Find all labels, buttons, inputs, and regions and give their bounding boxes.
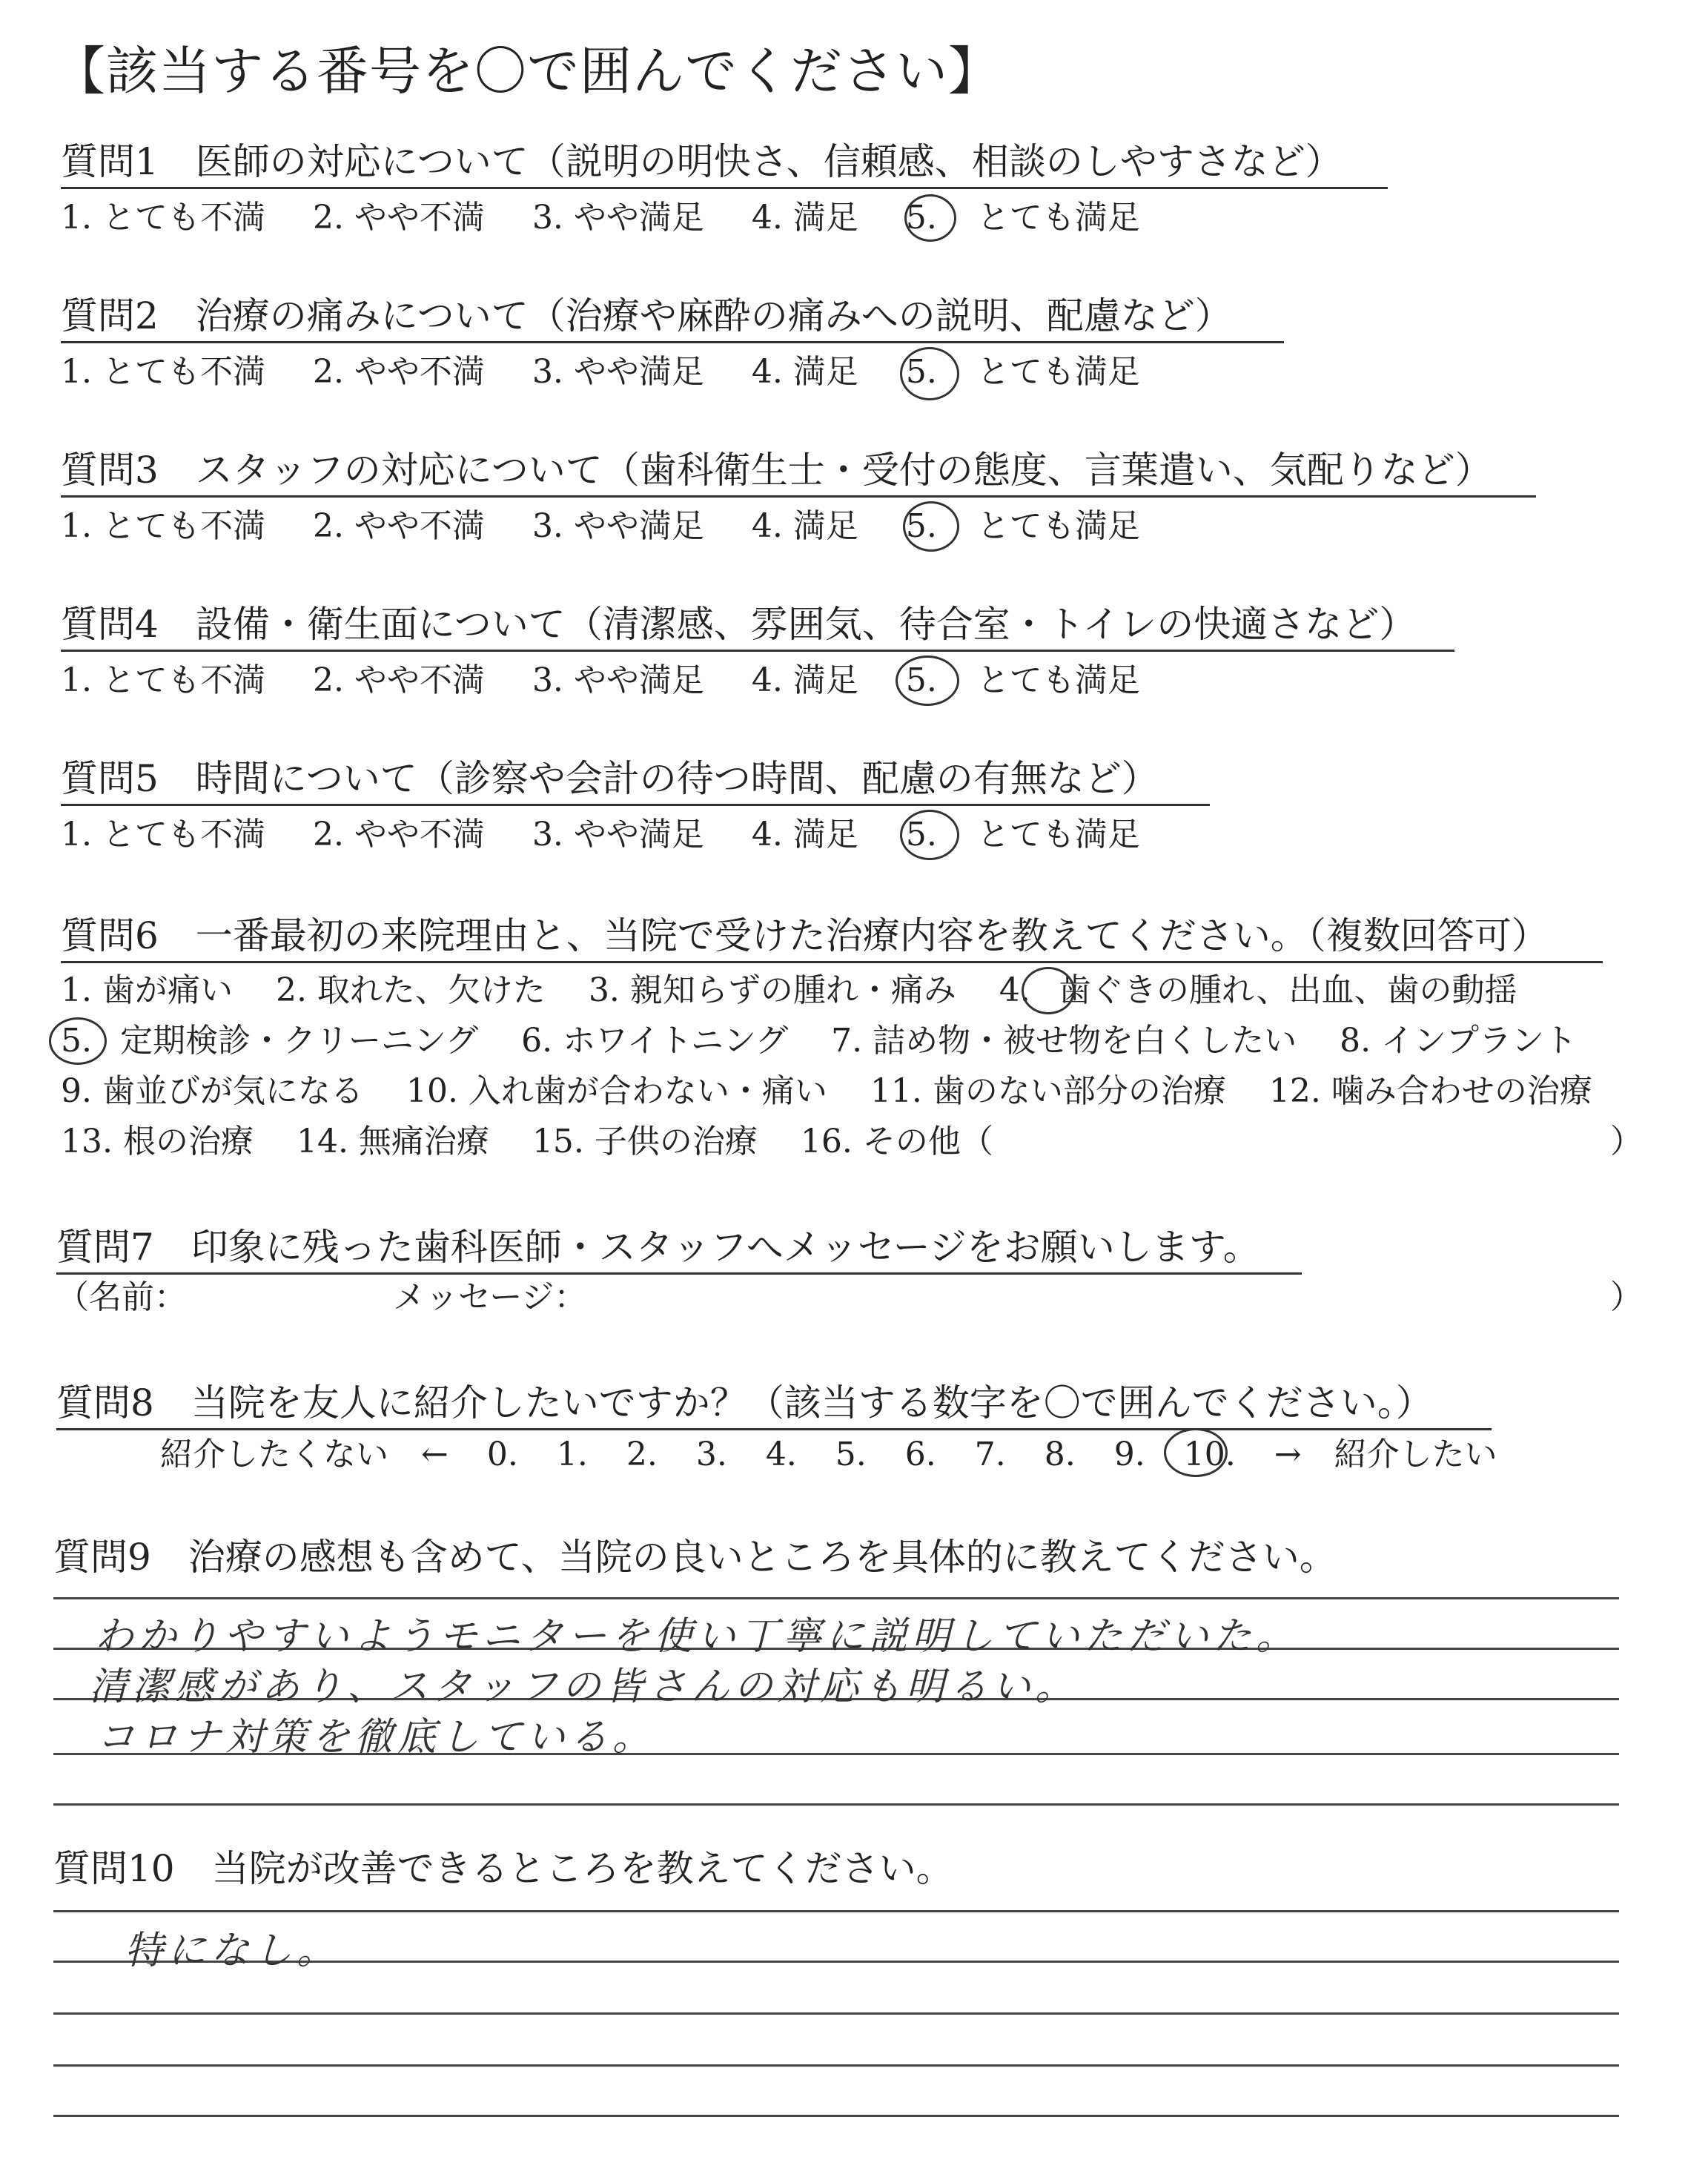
q8-option-8[interactable]: 8.: [1044, 1436, 1076, 1473]
question-3-label: 質問3 スタッフの対応について（歯科衛生士・受付の態度、言葉遣い、気配りなど）: [61, 449, 1492, 492]
q9-answer-line-1: わかりやすいようモニターを使い丁寧に説明していただいた。: [95, 1614, 1300, 1659]
q9-answer-line-3: コロナ対策を徹底している。: [96, 1715, 656, 1760]
q6-option-15[interactable]: 15. 子供の治療: [532, 1123, 758, 1160]
question-4-underline: [61, 650, 1454, 652]
q5-option-1[interactable]: 1. とても不満: [61, 816, 265, 853]
question-4-label: 質問4 設備・衛生面について（清潔感、雰囲気、待合室・トイレの快適さなど）: [61, 603, 1417, 646]
q2-option-2[interactable]: 2. やや不満: [312, 353, 485, 391]
q4-option-5[interactable]: 5.: [905, 661, 937, 699]
q1-option-5[interactable]: 5.: [905, 199, 937, 237]
question-3-underline: [61, 495, 1536, 498]
question-4-options[interactable]: [61, 661, 1140, 700]
q6-options-line-4[interactable]: [61, 1123, 993, 1161]
question-5-underline: [61, 804, 1210, 806]
q8-option-9[interactable]: 9.: [1113, 1436, 1145, 1473]
q6-option-2[interactable]: 2. 取れた、欠けた: [275, 971, 546, 1009]
q2-option-1[interactable]: 1. とても不満: [61, 353, 265, 391]
q2-option-4[interactable]: 4. 満足: [751, 353, 858, 391]
question-2-label: 質問2 治療の痛みについて（治療や麻酔の痛みへの説明、配慮など）: [61, 294, 1232, 337]
q6-other-close-paren: ）: [1610, 1123, 1643, 1160]
q6-option-4[interactable]: 4.: [999, 971, 1030, 1009]
q10-rule-4: [53, 2064, 1619, 2067]
q1-option-3[interactable]: 3. やや満足: [532, 199, 704, 237]
question-5-options[interactable]: [61, 816, 1140, 854]
question-6-label: 質問6 一番最初の来院理由と、当院で受けた治療内容を教えてください。（複数回答可）: [61, 914, 1549, 957]
question-1-options[interactable]: [61, 199, 1140, 237]
q8-right-label: → 紹介したい: [1274, 1436, 1497, 1473]
q6-option-5[interactable]: 5.: [61, 1022, 92, 1060]
q6-option-16[interactable]: 16. その他（: [800, 1123, 993, 1160]
q5-option-3[interactable]: 3. やや満足: [532, 816, 704, 853]
q8-option-2[interactable]: 2.: [626, 1436, 658, 1473]
q8-option-3[interactable]: 3.: [695, 1436, 727, 1473]
q8-option-10[interactable]: 10.: [1183, 1436, 1236, 1473]
q6-option-14[interactable]: 14. 無痛治療: [296, 1123, 489, 1160]
q6-option-1[interactable]: 1. 歯が痛い: [61, 971, 233, 1009]
question-8-underline: [56, 1428, 1492, 1430]
q4-option-1[interactable]: 1. とても不満: [61, 661, 265, 699]
q6-options-line-1[interactable]: [61, 971, 1517, 1010]
q10-answer-line-1: 特になし。: [125, 1929, 340, 1973]
question-3-options[interactable]: [61, 507, 1140, 546]
question-10-label: 質問10 当院が改善できるところを教えてください。: [53, 1847, 953, 1890]
q4-option-3[interactable]: 3. やや満足: [532, 661, 704, 699]
q1-option-4[interactable]: 4. 満足: [751, 199, 858, 237]
question-5-label: 質問5 時間について（診察や会計の待つ時間、配慮の有無など）: [61, 757, 1159, 800]
q10-rule-1: [53, 1910, 1619, 1912]
q10-rule-5: [53, 2115, 1619, 2117]
question-2-options[interactable]: [61, 353, 1140, 392]
q3-option-4[interactable]: 4. 満足: [751, 507, 858, 545]
q3-option-5[interactable]: 5.: [905, 507, 937, 545]
question-7-label: 質問7 印象に残った歯科医師・スタッフへメッセージをお願いします。: [56, 1226, 1260, 1269]
q6-option-5-label: 定期検診・クリーニング: [119, 1022, 479, 1060]
page-title: 【該当する番号を〇で囲んでください】: [53, 41, 1001, 102]
question-8-label: 質問8 当院を友人に紹介したいですか？（該当する数字を〇で囲んでください。）: [56, 1381, 1433, 1424]
q8-left-label: 紹介したくない ←: [160, 1436, 448, 1473]
q4-option-4[interactable]: 4. 満足: [751, 661, 858, 699]
question-7-underline: [56, 1272, 1302, 1275]
q8-option-4[interactable]: 4.: [765, 1436, 797, 1473]
q7-message-label: メッセージ：: [393, 1278, 587, 1316]
q9-rule-5: [53, 1803, 1619, 1806]
question-9-label: 質問9 治療の感想も含めて、当院の良いところを具体的に教えてください。: [53, 1536, 1337, 1579]
q6-option-7[interactable]: 7. 詰め物・被せ物を白くしたい: [831, 1022, 1297, 1060]
q6-option-6[interactable]: 6. ホワイトニング: [521, 1022, 789, 1060]
q5-option-5[interactable]: 5.: [905, 816, 937, 853]
q1-option-1[interactable]: 1. とても不満: [61, 199, 265, 237]
q3-option-3[interactable]: 3. やや満足: [532, 507, 704, 545]
q3-option-1[interactable]: 1. とても不満: [61, 507, 265, 545]
q6-option-12[interactable]: 12. 噛み合わせの治療: [1268, 1072, 1592, 1110]
question-2-underline: [61, 341, 1284, 343]
question-1-underline: [61, 187, 1388, 189]
q9-answer-line-2: 清潔感があり、スタッフの皆さんの対応も明るい。: [89, 1665, 1079, 1709]
q8-option-6[interactable]: 6.: [904, 1436, 936, 1473]
q4-option-2[interactable]: 2. やや不満: [312, 661, 485, 699]
q4-option-5-label: とても満足: [976, 661, 1140, 699]
q8-option-0[interactable]: 0.: [486, 1436, 518, 1473]
q5-option-2[interactable]: 2. やや不満: [312, 816, 485, 853]
q3-option-2[interactable]: 2. やや不満: [312, 507, 485, 545]
q8-option-7[interactable]: 7.: [974, 1436, 1006, 1473]
q3-option-5-label: とても満足: [976, 507, 1140, 545]
q6-option-10[interactable]: 10. 入れ歯が合わない・痛い: [406, 1072, 827, 1110]
q8-option-1[interactable]: 1.: [556, 1436, 588, 1473]
q7-name-label: （名前：: [56, 1278, 187, 1316]
q6-option-8[interactable]: 8. インプラント: [1340, 1022, 1578, 1060]
q2-option-5[interactable]: 5.: [905, 353, 937, 391]
q1-option-2[interactable]: 2. やや不満: [312, 199, 485, 237]
q9-rule-1: [53, 1597, 1619, 1599]
q8-scale-row[interactable]: [160, 1436, 1497, 1474]
q2-option-5-label: とても満足: [976, 353, 1140, 391]
q5-option-4[interactable]: 4. 満足: [751, 816, 858, 853]
q6-options-line-2[interactable]: [61, 1022, 1577, 1060]
q2-option-3[interactable]: 3. やや満足: [532, 353, 704, 391]
q6-option-4-label: 歯ぐきの腫れ、出血、歯の動揺: [1058, 971, 1517, 1009]
q7-close-paren: ）: [1610, 1278, 1643, 1316]
q6-options-line-3[interactable]: [61, 1072, 1592, 1111]
question-6-underline: [61, 961, 1603, 963]
q5-option-5-label: とても満足: [976, 816, 1140, 853]
q6-option-9[interactable]: 9. 歯並びが気になる: [61, 1072, 363, 1110]
q6-option-11[interactable]: 11. 歯のない部分の治療: [870, 1072, 1226, 1110]
q10-rule-3: [53, 2012, 1619, 2015]
q6-option-3[interactable]: 3. 親知らずの腫れ・痛み: [588, 971, 956, 1009]
question-1-label: 質問1 医師の対応について（説明の明快さ、信頼感、相談のしやすさなど）: [61, 140, 1343, 183]
q1-option-5-label: とても満足: [976, 199, 1140, 237]
q6-option-13[interactable]: 13. 根の治療: [61, 1123, 254, 1160]
q8-option-5[interactable]: 5.: [835, 1436, 867, 1473]
